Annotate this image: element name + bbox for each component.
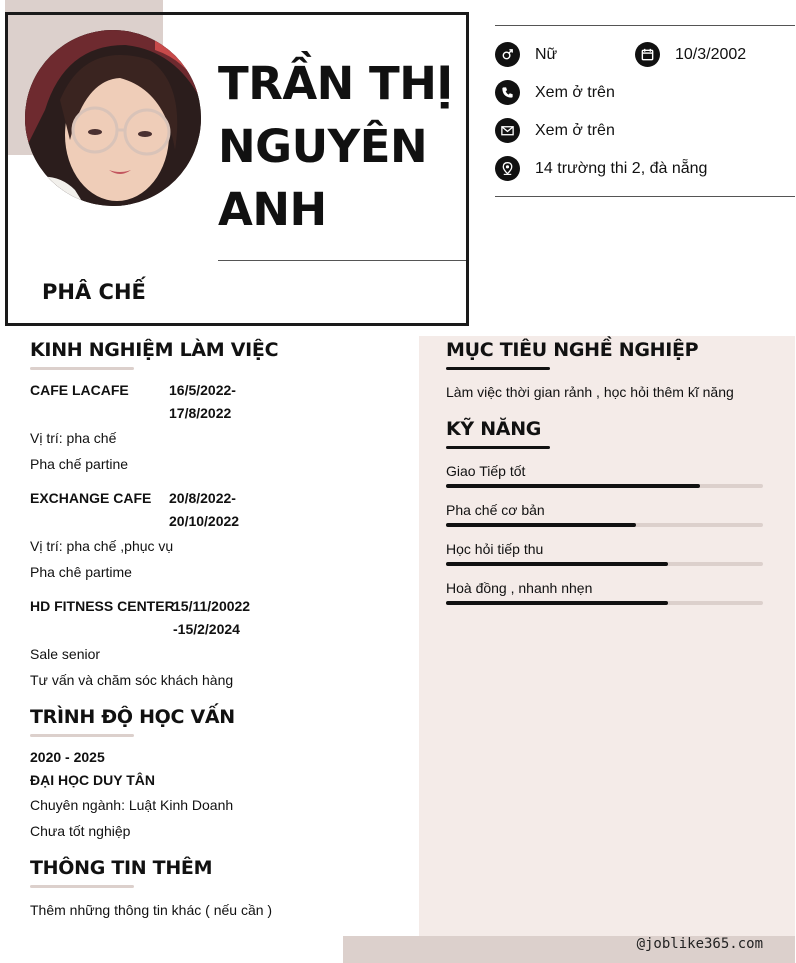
education-status: Chưa tốt nghiệp xyxy=(30,823,131,839)
education-school: ĐẠI HỌC DUY TÂN xyxy=(30,772,155,788)
job-detail: Tư vấn và chăm sóc khách hàng xyxy=(30,672,234,688)
gender-value: Nữ xyxy=(535,45,558,63)
skill-bar xyxy=(446,562,763,566)
email-value: Xem ở trên xyxy=(535,121,615,139)
job-date-start: 20/8/2022- xyxy=(169,490,236,506)
contact-address xyxy=(495,156,707,181)
mail-icon xyxy=(495,118,520,143)
education-underline xyxy=(30,734,134,737)
job-date-end: -15/2/2024 xyxy=(173,621,240,637)
skill-bar-fill xyxy=(446,562,668,566)
avatar xyxy=(25,30,201,206)
education-years: 2020 - 2025 xyxy=(30,749,105,765)
job-date-end: 20/10/2022 xyxy=(169,513,240,529)
phone-value: Xem ở trên xyxy=(535,83,615,101)
skills-title: KỸ NĂNG xyxy=(446,418,542,440)
education-major: Chuyên ngành: Luật Kinh Doanh xyxy=(30,797,234,813)
job-detail: Vị trí: pha chế xyxy=(30,430,117,446)
skill-bar-fill xyxy=(446,523,636,527)
job-detail: Vị trí: pha chế ,phục vụ xyxy=(30,538,174,554)
job-date-start: 16/5/2022- xyxy=(169,382,236,398)
objective-underline xyxy=(446,367,550,370)
footer-watermark: @joblike365.com xyxy=(636,936,763,952)
skills-underline xyxy=(446,446,550,449)
job-date-end: 17/8/2022 xyxy=(169,405,232,421)
address-value: 14 trường thi 2, đà nẵng xyxy=(535,159,708,177)
objective-title: MỤC TIÊU NGHỀ NGHIỆP xyxy=(446,339,699,361)
education-title: TRÌNH ĐỘ HỌC VẤN xyxy=(30,706,235,728)
name-line: TRẦN THỊ xyxy=(218,57,453,110)
job-date-start: 15/11/20022 xyxy=(173,598,251,614)
skill-label: Học hỏi tiếp thu xyxy=(446,541,544,557)
name-line: NGUYÊN xyxy=(218,120,428,173)
full-name xyxy=(218,52,458,241)
job-title: PHÂ CHẾ xyxy=(42,280,146,304)
objective-text: Làm việc thời gian rảnh , học hỏi thêm kĩ năng xyxy=(446,384,734,400)
skill-label: Pha chế cơ bản xyxy=(446,502,545,518)
additional-underline xyxy=(30,885,134,888)
job-detail: Pha chế partine xyxy=(30,456,129,472)
skill-bar xyxy=(446,601,763,605)
birthday-value: 10/3/2002 xyxy=(675,45,747,63)
job-company: EXCHANGE CAFE xyxy=(30,490,152,506)
location-pin-icon xyxy=(495,156,520,181)
additional-text: Thêm những thông tin khác ( nếu cần ) xyxy=(30,902,273,918)
experience-title: KINH NGHIỆM LÀM VIỆC xyxy=(30,339,279,361)
calendar-icon xyxy=(635,42,660,67)
skill-bar xyxy=(446,484,763,488)
skill-bar-fill xyxy=(446,484,700,488)
job-detail: Pha chê partime xyxy=(30,564,132,580)
job-company: CAFE LACAFE xyxy=(30,382,129,398)
contact-email xyxy=(495,118,615,143)
skill-bar-fill xyxy=(446,601,668,605)
skill-label: Giao Tiếp tốt xyxy=(446,463,526,479)
contact-phone xyxy=(495,80,615,105)
skill-label: Hoà đồng , nhanh nhẹn xyxy=(446,580,593,596)
job-detail: Sale senior xyxy=(30,646,101,662)
skill-bar xyxy=(446,523,763,527)
gender-icon xyxy=(495,42,520,67)
name-line: ANH xyxy=(218,183,327,236)
job-company: HD FITNESS CENTER xyxy=(30,598,175,614)
phone-icon xyxy=(495,80,520,105)
experience-underline xyxy=(30,367,134,370)
name-divider xyxy=(218,260,466,261)
additional-title: THÔNG TIN THÊM xyxy=(30,857,213,879)
avatar-photo xyxy=(25,30,201,206)
contact-birthday xyxy=(635,42,746,67)
contact-gender xyxy=(495,42,557,67)
